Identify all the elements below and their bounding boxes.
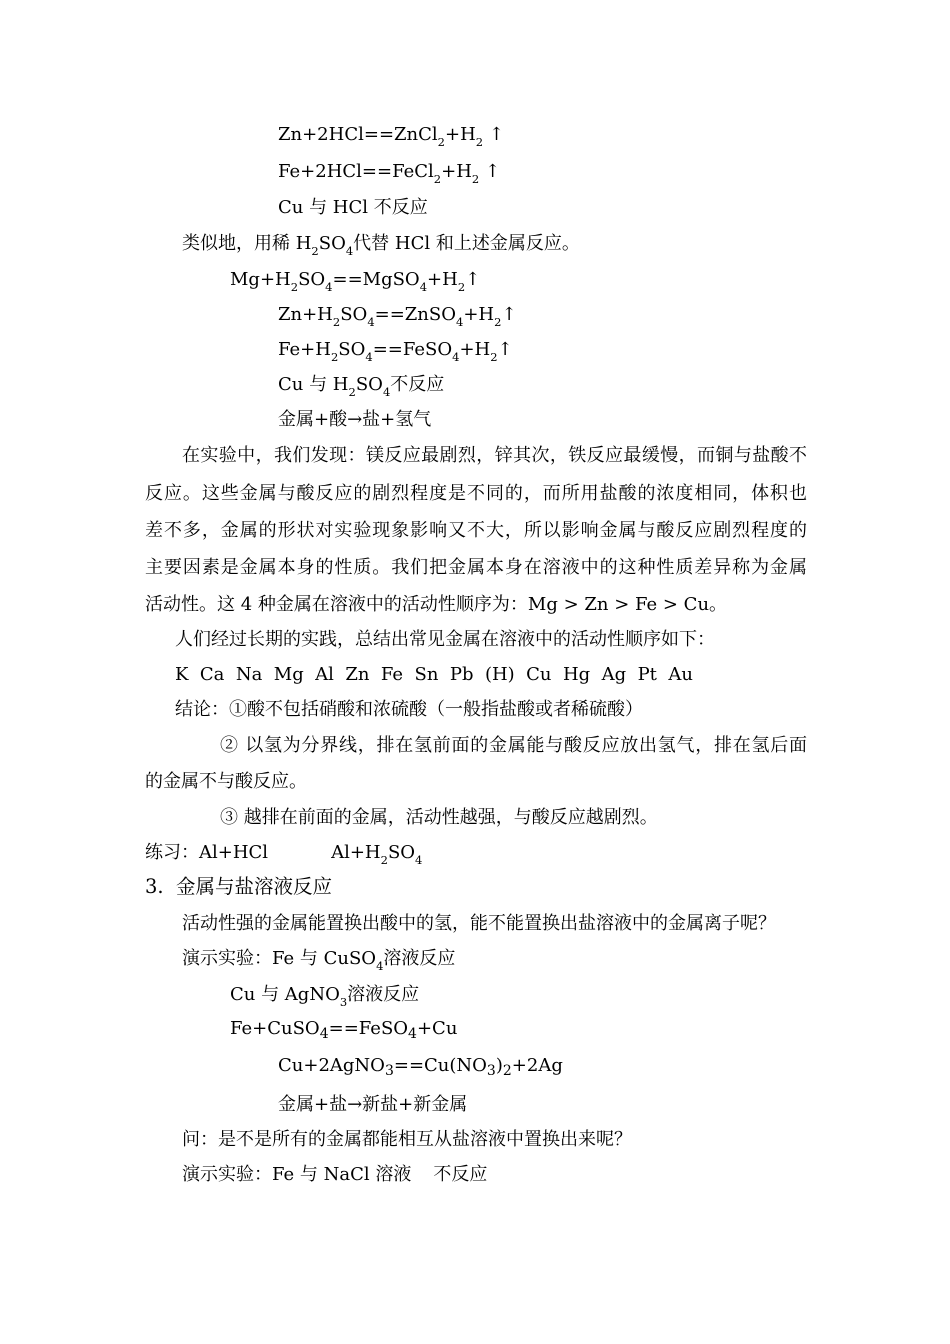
paragraph-line-3: 差不多，金属的形状对实验现象影响又不大，所以影响金属与酸反应剧烈程度的 [145, 520, 807, 541]
exercise-line: 练习：Al+HCl $Al+H_2SO_4$ [145, 842, 423, 867]
cu-hcl-no-reaction: Cu 与 HCl 不反应 [278, 197, 428, 218]
conclusion-3: ③ 越排在前面的金属，活动性越强，与酸反应越剧烈。 [220, 807, 658, 828]
equation-zn-hcl: $Zn+2HCl==ZnCl_2+H_2$ ↑ [278, 124, 504, 149]
demo-1: 演示实验：Fe 与 CuSO$_4$溶液反应 [182, 948, 456, 973]
conclusion-2-line-1: ② 以氢为分界线，排在氢前面的金属能与酸反应放出氢气，排在氢后面 [220, 735, 807, 756]
equation-mg-h2so4: $Mg+H_2SO_4==MgSO_4+H_2↑$ [230, 269, 481, 294]
equation-fe-cuso4: Fe+CuSO$_4$==FeSO$_4$+Cu [230, 1018, 458, 1042]
question-1: 活动性强的金属能置换出酸中的氢，能不能置换出盐溶液中的金属离子呢？ [182, 913, 776, 934]
paragraph-line-4: 主要因素是金属本身的性质。我们把金属本身在溶液中的这种性质差异称为金属 [145, 557, 807, 578]
metal-acid-rule: 金属+酸→盐+氢气 [278, 409, 432, 430]
paragraph-line-5: 活动性。这 4 种金属在溶液中的活动性顺序为：Mg > Zn > Fe > Cu。 [145, 594, 728, 615]
equation-fe-hcl: $Fe+2HCl==FeCl_2+H_2$ ↑ [278, 161, 501, 186]
equation-cu-agno3: $Cu+2AgNO_3==Cu(NO_3)_2+2Ag$ [278, 1055, 563, 1079]
section-heading: 3. 金属与盐溶液反应 [145, 875, 333, 898]
question-2: 问：是不是所有的金属都能相互从盐溶液中置换出来呢？ [182, 1129, 632, 1150]
demo-3: 演示实验：Fe 与 NaCl 溶液 不反应 [182, 1164, 488, 1185]
paragraph-line-2: 反应。这些金属与酸反应的剧烈程度是不同的，而所用盐酸的浓度相同，体积也 [145, 483, 807, 504]
conclusion-1: 结论：①酸不包括硝酸和浓硫酸（一般指盐酸或者稀硫酸） [175, 699, 643, 720]
conclusion-2-line-2: 的金属不与酸反应。 [145, 771, 307, 792]
cu-h2so4-no-reaction: Cu 与 $H_2SO_4$不反应 [278, 374, 445, 399]
activity-intro: 人们经过长期的实践，总结出常见金属在溶液中的活动性顺序如下： [175, 629, 715, 650]
equation-fe-h2so4: $Fe+H_2SO_4==FeSO_4+H_2↑$ [278, 339, 513, 364]
similarly-sentence: 类似地，用稀 $H_2SO_4$代替 HCl 和上述金属反应。 [182, 233, 580, 258]
demo-2: Cu 与 AgNO$_3$溶液反应 [230, 984, 420, 1009]
equation-zn-h2so4: $Zn+H_2SO_4==ZnSO_4+H_2↑$ [278, 304, 517, 329]
paragraph-line-1: 在实验中，我们发现：镁反应最剧烈，锌其次，铁反应最缓慢，而铜与盐酸不 [182, 445, 807, 466]
metal-salt-rule: 金属+盐→新盐+新金属 [278, 1094, 468, 1115]
activity-series: K Ca Na Mg Al Zn Fe Sn Pb (H) Cu Hg Ag Pt Au [175, 664, 693, 685]
